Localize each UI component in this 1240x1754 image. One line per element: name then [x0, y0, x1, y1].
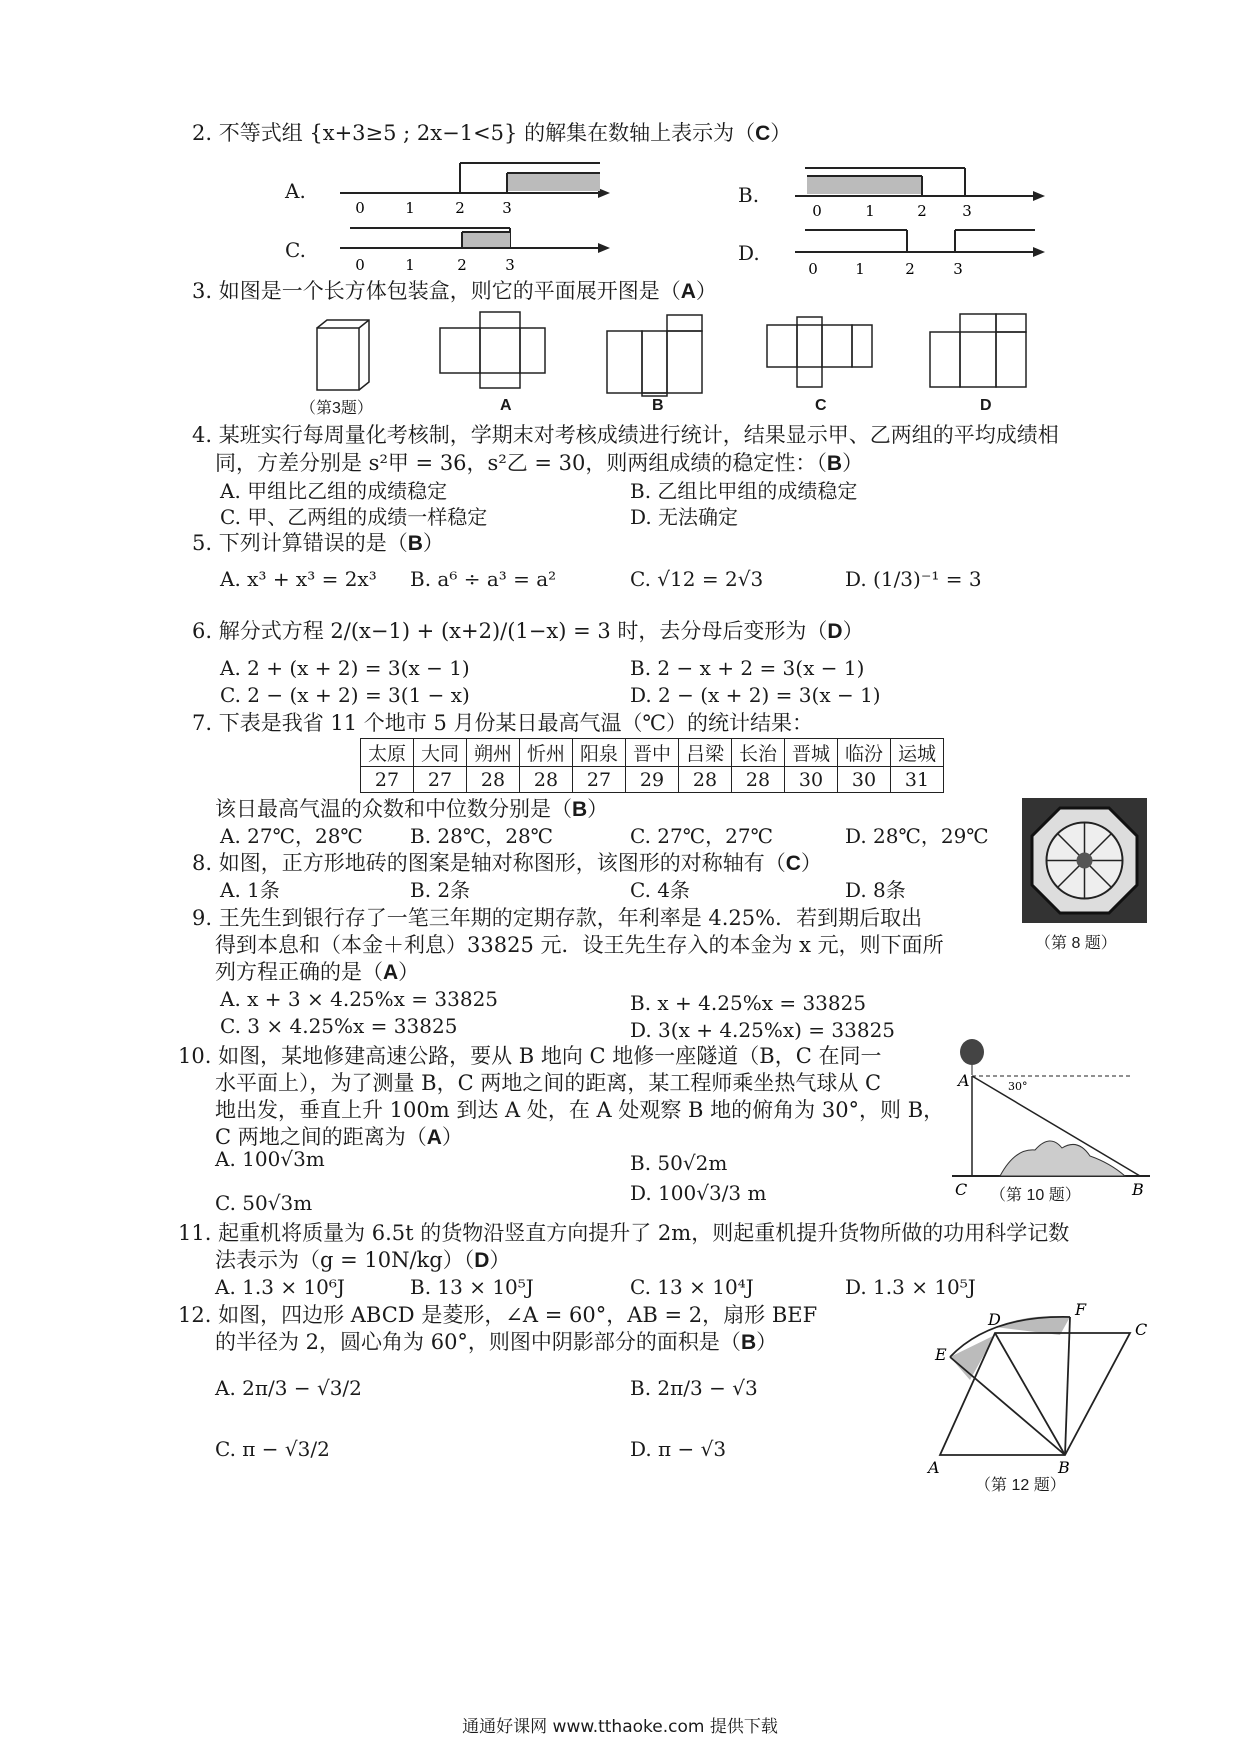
q8-stem: 8. 如图，正方形地砖的图案是轴对称图形，该图形的对称轴有（C） — [192, 851, 822, 875]
label-c: C — [955, 1180, 968, 1199]
q10-option-c: C. 50√3m — [215, 1191, 313, 1215]
q9-option-a: A. x + 3 × 4.25%x = 33825 — [220, 987, 499, 1011]
label-e: E — [935, 1345, 947, 1364]
q10-stem-line4: C 两地之间的距离为（A） — [215, 1125, 463, 1149]
q3-option-a: A — [500, 397, 512, 414]
q5-option-d: D. (1/3)⁻¹ = 3 — [845, 567, 982, 591]
q8-option-d: D. 8条 — [845, 878, 906, 902]
q11-answer: D — [474, 1249, 490, 1272]
q5-option-c: C. √12 = 2√3 — [630, 567, 764, 591]
q6-answer: D — [827, 620, 843, 643]
q9-option-c: C. 3 × 4.25%x = 33825 — [220, 1014, 458, 1038]
q5-option-a: A. x³ + x³ = 2x³ — [220, 567, 377, 591]
q2-option-b: B. — [738, 183, 760, 207]
q7-temperature-table — [360, 738, 944, 793]
q7-option-c: C. 27℃，27℃ — [630, 824, 773, 848]
svg-text:2: 2 — [455, 199, 465, 217]
q4-option-a: A. 甲组比乙组的成绩稳定 — [220, 479, 448, 503]
q2-numberline-d — [795, 222, 1055, 282]
svg-text:2: 2 — [457, 256, 467, 274]
q11-option-d: D. 1.3 × 10⁵J — [845, 1275, 976, 1299]
q10-option-d: D. 100√3/3 m — [630, 1181, 767, 1205]
svg-text:0: 0 — [812, 202, 822, 220]
q4-stem-line2: 同，方差分别是 s²甲 = 36，s²乙 = 30，则两组成绩的稳定性：（B） — [215, 451, 864, 475]
label-b: B — [1058, 1458, 1070, 1477]
svg-text:3: 3 — [505, 256, 515, 274]
svg-text:3: 3 — [962, 202, 972, 220]
q10-stem-line2: 水平面上），为了测量 B，C 两地之间的距离，某工程师乘坐热气球从 C — [215, 1071, 882, 1095]
label-c: C — [1135, 1320, 1148, 1339]
tick: 0 — [355, 199, 365, 217]
q10-stem-line1: 10. 如图，某地修建高速公路，要从 B 地向 C 地修一座隧道（B，C 在同一 — [178, 1044, 882, 1068]
label-a: A — [958, 1071, 970, 1090]
q3-option-d: D — [980, 397, 992, 414]
label-d: D — [988, 1310, 1001, 1329]
q10-option-b: B. 50√2m — [630, 1151, 728, 1175]
q7-stem: 7. 下表是我省 11 个地市 5 月份某日最高气温（℃）的统计结果： — [192, 711, 813, 735]
q12-option-d: D. π − √3 — [630, 1437, 727, 1461]
q12-option-b: B. 2π/3 − √3 — [630, 1376, 758, 1400]
q4-option-d: D. 无法确定 — [630, 505, 739, 529]
svg-text:2: 2 — [905, 260, 915, 278]
q9-stem-line2: 得到本息和（本金＋利息）33825 元．设王先生存入的本金为 x 元，则下面所 — [215, 933, 944, 957]
q2-answer: C — [755, 122, 771, 145]
q3-net-b — [605, 313, 715, 398]
q6-option-b: B. 2 − x + 2 = 3(x − 1) — [630, 656, 865, 680]
label-a: A — [928, 1458, 940, 1477]
q8-caption: （第 8 题） — [1035, 935, 1117, 952]
page-footer: 通通好课网 www.tthaoke.com 提供下载 — [462, 1717, 778, 1737]
q10-stem-line3: 地出发，垂直上升 100m 到达 A 处，在 A 处观察 B 地的俯角为 30°，则 B， — [215, 1098, 945, 1122]
q2-option-d: D. — [738, 241, 760, 265]
svg-text:3: 3 — [502, 199, 512, 217]
q11-option-c: C. 13 × 10⁴J — [630, 1275, 754, 1299]
q3-net-d — [928, 312, 1038, 392]
q7-option-d: D. 28℃，29℃ — [845, 824, 989, 848]
svg-text:1: 1 — [865, 202, 875, 220]
q3-box-figure — [315, 318, 375, 393]
q8-tile-figure — [1022, 798, 1147, 923]
q4-stem-line1: 4. 某班实行每周量化考核制，学期末对考核成绩进行统计，结果显示甲、乙两组的平均成绩相 — [192, 423, 1059, 447]
q2-stem: 2. 不等式组 {x+3≥5 ; 2x−1<5} 的解集在数轴上表示为（C） — [192, 121, 792, 145]
q12-stem-line2: 的半径为 2，圆心角为 60°，则图中阴影部分的面积是（B） — [215, 1330, 778, 1354]
q2-option-a: A. — [285, 179, 306, 203]
q6-stem: 6. 解分式方程 2/(x−1) + (x+2)/(1−x) = 3 时，去分母后变形为（D） — [192, 619, 864, 643]
q8-answer: C — [785, 852, 801, 875]
table-row: 太原 大同 朔州 忻州 阳泉 晋中 吕梁 长治 晋城 临汾 运城 — [361, 739, 944, 767]
q10-caption: （第 10 题） — [990, 1187, 1081, 1204]
q12-answer: B — [740, 1331, 757, 1354]
q10-answer: A — [426, 1126, 442, 1149]
q10-balloon-figure — [950, 1038, 1150, 1198]
q8-option-c: C. 4条 — [630, 878, 691, 902]
q5-option-b: B. a⁶ ÷ a³ = a² — [410, 567, 557, 591]
table-row: 27 27 28 28 27 29 28 28 30 30 31 — [361, 767, 944, 793]
label-b: B — [1132, 1180, 1144, 1199]
q9-option-d: D. 3(x + 4.25%x) = 33825 — [630, 1018, 896, 1042]
q2-numberline-b — [795, 160, 1055, 220]
q3-stem: 3. 如图是一个长方体包装盒，则它的平面展开图是（A） — [192, 279, 717, 303]
q12-caption: （第 12 题） — [975, 1477, 1066, 1494]
q7-option-b: B. 28℃，28℃ — [410, 824, 554, 848]
q2-numberline-c — [340, 220, 620, 280]
q2-numberline-a — [340, 155, 620, 215]
q5-stem: 5. 下列计算错误的是（B） — [192, 531, 444, 555]
label-f: F — [1075, 1300, 1087, 1319]
q6-option-c: C. 2 − (x + 2) = 3(1 − x) — [220, 683, 470, 707]
q4-option-b: B. 乙组比甲组的成绩稳定 — [630, 479, 858, 503]
svg-text:3: 3 — [953, 260, 963, 278]
q7-option-a: A. 27℃，28℃ — [220, 824, 363, 848]
q8-option-a: A. 1条 — [220, 878, 280, 902]
q9-option-b: B. x + 4.25%x = 33825 — [630, 991, 867, 1015]
q9-stem-line3: 列方程正确的是（A） — [215, 960, 420, 984]
q3-net-a — [438, 310, 548, 390]
q11-option-a: A. 1.3 × 10⁶J — [215, 1275, 345, 1299]
q11-stem-line1: 11. 起重机将质量为 6.5t 的货物沿竖直方向提升了 2m，则起重机提升货物所做的功用科学记数 — [178, 1221, 1070, 1245]
q2-option-c: C. — [285, 238, 306, 262]
svg-text:0: 0 — [355, 256, 365, 274]
svg-text:1: 1 — [855, 260, 865, 278]
q3-net-c — [765, 315, 875, 390]
q12-stem-line1: 12. 如图，四边形 ABCD 是菱形，∠A = 60°，AB = 2，扇形 BEF — [178, 1303, 818, 1327]
q3-option-c: C — [815, 397, 827, 414]
q11-stem-line2: 法表示为（g = 10N/kg）（D） — [215, 1248, 511, 1272]
angle-label: 30° — [1008, 1080, 1028, 1093]
q7-stem2: 该日最高气温的众数和中位数分别是（B） — [215, 797, 609, 821]
q9-answer: A — [383, 961, 399, 984]
q12-option-c: C. π − √3/2 — [215, 1437, 330, 1461]
svg-text:1: 1 — [405, 199, 415, 217]
q12-rhombus-figure — [910, 1300, 1150, 1485]
svg-text:2: 2 — [917, 202, 927, 220]
q6-option-a: A. 2 + (x + 2) = 3(x − 1) — [220, 656, 470, 680]
q3-caption: （第3题） — [300, 400, 373, 417]
svg-text:1: 1 — [405, 256, 415, 274]
q12-option-a: A. 2π/3 − √3/2 — [215, 1376, 362, 1400]
q10-option-a: A. 100√3m — [215, 1147, 325, 1171]
q11-option-b: B. 13 × 10⁵J — [410, 1275, 534, 1299]
q4-answer: B — [826, 452, 843, 475]
q6-option-d: D. 2 − (x + 2) = 3(x − 1) — [630, 683, 881, 707]
q3-answer: A — [680, 280, 696, 303]
q7-answer: B — [572, 798, 588, 821]
q5-answer: B — [407, 532, 423, 555]
q4-option-c: C. 甲、乙两组的成绩一样稳定 — [220, 505, 488, 529]
q9-stem-line1: 9. 王先生到银行存了一笔三年期的定期存款，年利率是 4.25%．若到期后取出 — [192, 906, 923, 930]
q8-option-b: B. 2条 — [410, 878, 471, 902]
svg-text:0: 0 — [808, 260, 818, 278]
q3-option-b: B — [652, 397, 664, 414]
